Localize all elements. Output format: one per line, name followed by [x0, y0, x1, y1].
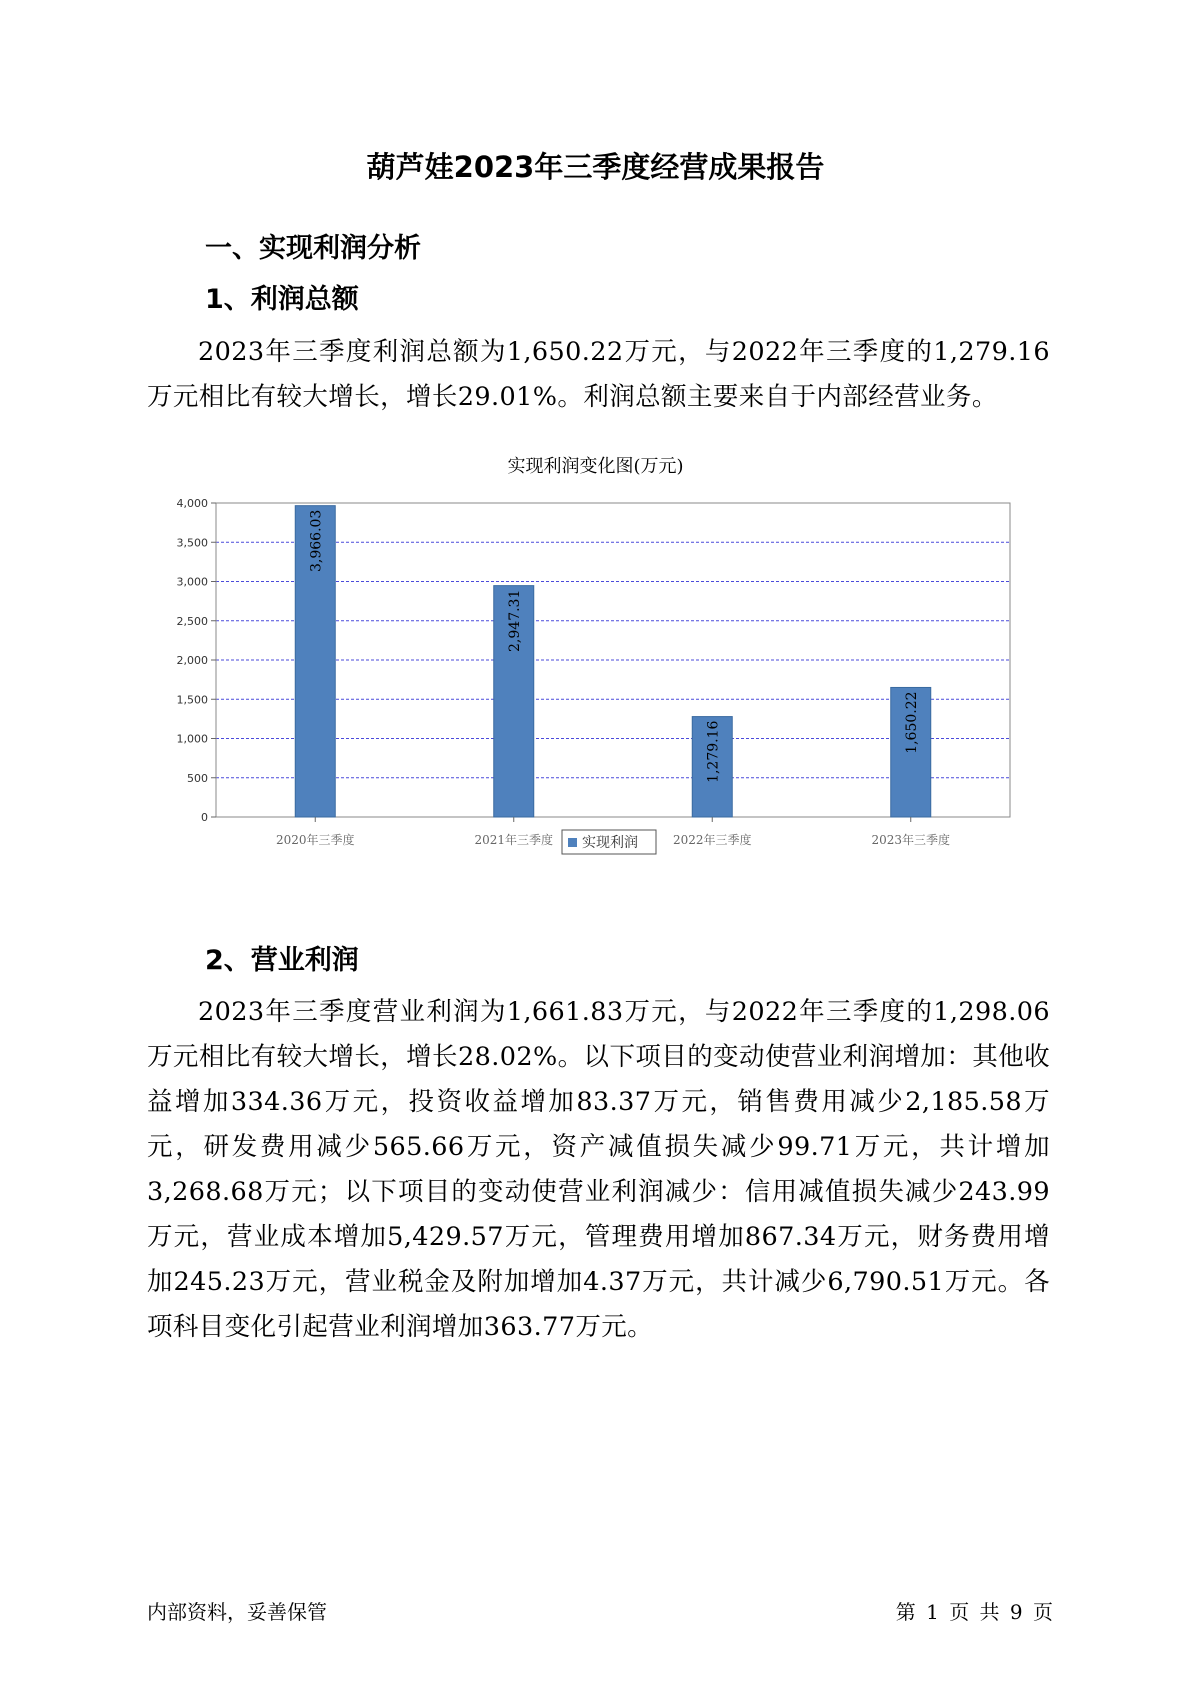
chart-legend: [562, 830, 656, 854]
y-axis-ticks: [177, 497, 217, 824]
subsection-heading-operating-profit: 2、营业利润: [205, 945, 359, 976]
data-label: 2,947.31: [506, 589, 523, 652]
paragraph-operating-profit: 2023年三季度营业利润为1,661.83万元，与2022年三季度的1,298.06万元相比有较大增长，增长28.02%。以下项目的变动使营业利润增加：其他收益增加334.36万元，投资收益增加83.37万元，销售费用减少2,185.58万元，研发费用减少565.66万元，资产减值损失减少99.71万元，共计增加3,268.68万元；以下项目的变动使营业利润减少：信用减值损失减少243.99万元，营业成本增加5,429.57万元，管理费用增加867.34万元，财务费用增加245.23万元，营业税金及附加增加4.37万元，共计减少6,790.51万元。各项科目变化引起营业利润增加363.77万元。: [147, 997, 1050, 1342]
x-tick-label: 2022年三季度: [672, 833, 752, 847]
y-tick-label: 3,000: [176, 575, 208, 589]
y-tick-label: 2,500: [176, 614, 208, 628]
y-tick-label: 1,500: [176, 693, 208, 707]
y-tick-label: 0: [201, 811, 208, 824]
paragraph-profit-total: 2023年三季度利润总额为1,650.22万元，与2022年三季度的1,279.16万元相比有较大增长，增长29.01%。利润总额主要来自于内部经营业务。: [147, 337, 1050, 412]
y-tick-label: 500: [187, 771, 208, 785]
footer-note: 内部资料，妥善保管: [147, 1600, 327, 1624]
data-label: 1,650.22: [903, 691, 920, 754]
legend-label: 实现利润: [582, 835, 638, 851]
page-title: 葫芦娃2023年三季度经营成果报告: [366, 150, 825, 184]
y-tick-label: 2,000: [176, 654, 208, 667]
subsection-heading-profit-total: 1、利润总额: [205, 284, 359, 315]
chart-title: 实现利润变化图(万元): [507, 456, 684, 477]
x-tick-label: 2020年三季度: [275, 833, 355, 847]
x-tick-label: 2021年三季度: [474, 833, 554, 847]
y-tick-label: 4,000: [176, 497, 208, 510]
x-tick-label: 2023年三季度: [871, 833, 951, 847]
chart-bars: [295, 506, 931, 817]
section-heading: 一、实现利润分析: [205, 233, 421, 264]
data-label: 3,966.03: [308, 509, 325, 573]
bar-chart: [150, 485, 1030, 905]
y-tick-label: 1,000: [176, 732, 208, 746]
page-number: 第 1 页 共 9 页: [895, 1600, 1053, 1624]
data-label: 1,279.16: [705, 720, 722, 783]
legend-swatch: [568, 838, 577, 847]
y-tick-label: 3,500: [176, 536, 208, 550]
